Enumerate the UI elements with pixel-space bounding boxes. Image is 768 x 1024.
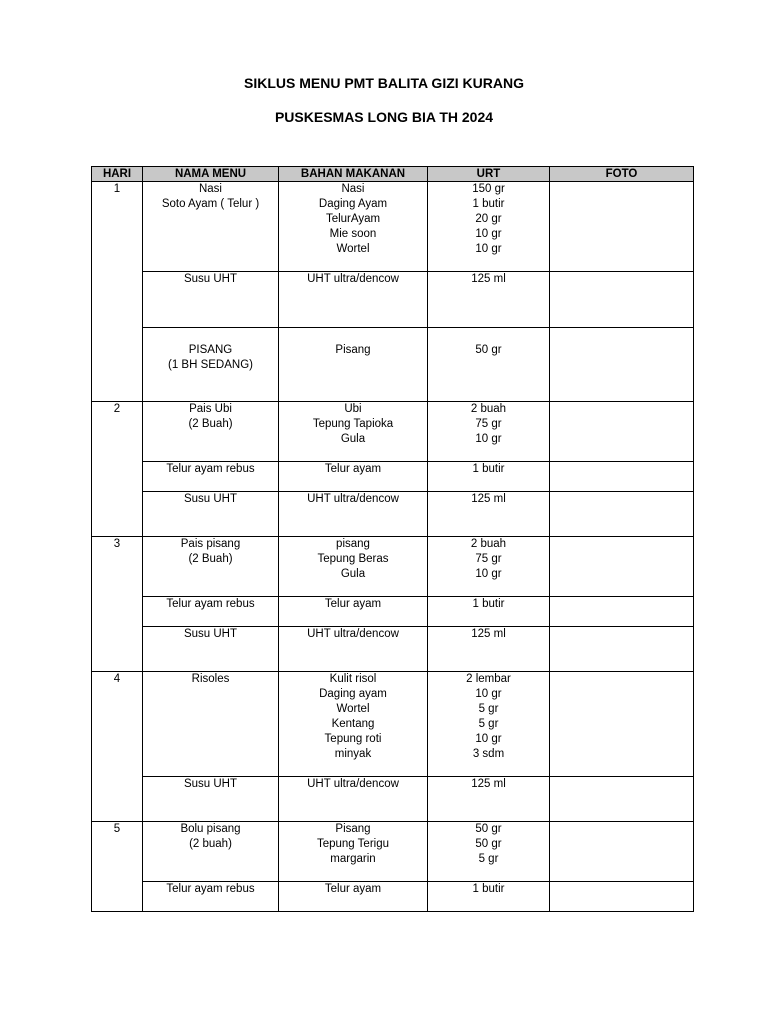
- bahan-line: Tepung Beras: [317, 553, 389, 565]
- header-nama-menu: NAMA MENU: [143, 167, 279, 182]
- urt-line: 10 gr: [475, 688, 502, 700]
- table-row: [92, 597, 694, 627]
- bahan-line: Ubi: [344, 403, 362, 415]
- bahan-cell: [279, 777, 428, 822]
- menu-cell: [143, 882, 279, 912]
- menu-cell: [143, 402, 279, 462]
- header-foto: FOTO: [550, 167, 694, 182]
- hari-cell: 4: [92, 672, 143, 822]
- urt-cell: [428, 537, 550, 597]
- menu-table: [91, 166, 694, 912]
- urt-line: 20 gr: [475, 213, 502, 225]
- urt-cell: [428, 492, 550, 537]
- menu-line: Bolu pisang: [180, 823, 241, 835]
- bahan-line: margarin: [330, 853, 376, 865]
- urt-cell: [428, 328, 550, 402]
- foto-cell: [550, 402, 694, 462]
- table-row: [92, 777, 694, 822]
- bahan-line: Kulit risol: [329, 673, 377, 685]
- urt-cell: [428, 462, 550, 492]
- header-urt: URT: [428, 167, 550, 182]
- menu-line: Telur ayam rebus: [166, 598, 255, 610]
- menu-line: (2 Buah): [188, 418, 233, 430]
- foto-cell: [550, 627, 694, 672]
- menu-line: Risoles: [191, 673, 230, 685]
- bahan-line: Nasi: [341, 183, 365, 195]
- bahan-line: Wortel: [336, 243, 370, 255]
- urt-cell: [428, 402, 550, 462]
- bahan-cell: [279, 672, 428, 777]
- bahan-cell: [279, 597, 428, 627]
- urt-cell: [428, 882, 550, 912]
- urt-cell: [428, 777, 550, 822]
- bahan-line: TelurAyam: [325, 213, 381, 225]
- urt-line: 1 butir: [472, 198, 505, 210]
- foto-cell: [550, 777, 694, 822]
- menu-cell: [143, 672, 279, 777]
- bahan-cell: [279, 537, 428, 597]
- bahan-line: minyak: [334, 748, 372, 760]
- urt-line: 50 gr: [475, 838, 502, 850]
- urt-line: 10 gr: [475, 243, 502, 255]
- menu-line: Nasi: [198, 183, 222, 195]
- menu-line: Susu UHT: [183, 493, 238, 505]
- bahan-line: UHT ultra/dencow: [307, 778, 399, 790]
- urt-cell: [428, 272, 550, 328]
- menu-cell: [143, 462, 279, 492]
- menu-line: Telur ayam rebus: [166, 883, 255, 895]
- table-row: [92, 462, 694, 492]
- table-row: [92, 882, 694, 912]
- table-header-row: [92, 167, 694, 182]
- table-row: [92, 537, 694, 597]
- menu-cell: [143, 822, 279, 882]
- hari-cell: 5: [92, 822, 143, 912]
- bahan-line: Mie soon: [329, 228, 377, 240]
- menu-line: Soto Ayam ( Telur ): [161, 198, 260, 210]
- urt-line: 150 gr: [472, 183, 505, 195]
- table-row: [92, 272, 694, 328]
- bahan-line: Gula: [340, 433, 366, 445]
- hari-cell: 2: [92, 402, 143, 537]
- bahan-cell: [279, 182, 428, 272]
- urt-cell: [428, 627, 550, 672]
- table-row: [92, 182, 694, 272]
- bahan-line: pisang: [336, 538, 370, 550]
- bahan-cell: [279, 272, 428, 328]
- urt-line: 125 ml: [471, 273, 506, 285]
- foto-cell: [550, 882, 694, 912]
- menu-line: Telur ayam rebus: [166, 463, 255, 475]
- urt-line: 1 butir: [472, 883, 505, 895]
- urt-line: 2 buah: [470, 538, 507, 550]
- urt-line: 125 ml: [471, 493, 506, 505]
- bahan-line: Tepung Tapioka: [312, 418, 394, 430]
- foto-cell: [550, 328, 694, 402]
- table-row: [92, 822, 694, 882]
- bahan-cell: [279, 462, 428, 492]
- urt-cell: [428, 597, 550, 627]
- urt-cell: [428, 672, 550, 777]
- urt-line: 125 ml: [471, 628, 506, 640]
- menu-cell: [143, 182, 279, 272]
- urt-line: 2 buah: [470, 403, 507, 415]
- urt-line: 10 gr: [475, 733, 502, 745]
- menu-cell: [143, 597, 279, 627]
- menu-line: PISANG: [188, 344, 233, 356]
- document-title: SIKLUS MENU PMT BALITA GIZI KURANG: [244, 75, 524, 91]
- table-body: [92, 182, 694, 912]
- urt-line: [428, 328, 549, 343]
- menu-line: Susu UHT: [183, 273, 238, 285]
- urt-line: 50 gr: [475, 344, 502, 356]
- foto-cell: [550, 822, 694, 882]
- bahan-cell: [279, 822, 428, 882]
- hari-cell: 3: [92, 537, 143, 672]
- urt-cell: [428, 182, 550, 272]
- table-row: [92, 402, 694, 462]
- header-hari: HARI: [92, 167, 143, 182]
- menu-line: (1 BH SEDANG): [168, 359, 253, 371]
- urt-line: 1 butir: [472, 598, 505, 610]
- bahan-line: Tepung Terigu: [316, 838, 390, 850]
- urt-line: 50 gr: [475, 823, 502, 835]
- menu-line: Pais Ubi: [189, 403, 232, 415]
- bahan-line: UHT ultra/dencow: [307, 628, 399, 640]
- table-row: [92, 627, 694, 672]
- table-row: [92, 672, 694, 777]
- bahan-line: Telur ayam: [324, 598, 382, 610]
- bahan-line: Gula: [340, 568, 366, 580]
- bahan-line: Tepung roti: [324, 733, 382, 745]
- document-subtitle: PUSKESMAS LONG BIA TH 2024: [274, 109, 494, 125]
- bahan-line: Pisang: [335, 344, 371, 356]
- bahan-line: Telur ayam: [324, 463, 382, 475]
- menu-line: [143, 328, 278, 343]
- urt-line: 5 gr: [478, 703, 499, 715]
- bahan-line: Pisang: [335, 823, 371, 835]
- bahan-line: Telur ayam: [324, 883, 382, 895]
- bahan-line: Kentang: [331, 718, 375, 730]
- hari-cell: 1: [92, 182, 143, 402]
- urt-line: 3 sdm: [472, 748, 505, 760]
- urt-cell: [428, 822, 550, 882]
- header-bahan-makanan: BAHAN MAKANAN: [279, 167, 428, 182]
- menu-cell: [143, 537, 279, 597]
- bahan-cell: [279, 627, 428, 672]
- urt-line: 75 gr: [475, 418, 502, 430]
- bahan-line: [279, 328, 427, 343]
- urt-line: 10 gr: [475, 568, 502, 580]
- bahan-line: UHT ultra/dencow: [307, 273, 399, 285]
- bahan-line: Wortel: [336, 703, 370, 715]
- menu-line: (2 Buah): [188, 553, 233, 565]
- foto-cell: [550, 672, 694, 777]
- bahan-line: Daging Ayam: [318, 198, 388, 210]
- urt-line: 5 gr: [478, 718, 499, 730]
- urt-line: 2 lembar: [466, 673, 511, 685]
- urt-line: 125 ml: [471, 778, 506, 790]
- foto-cell: [550, 537, 694, 597]
- bahan-line: UHT ultra/dencow: [307, 493, 399, 505]
- bahan-cell: [279, 328, 428, 402]
- urt-line: 75 gr: [475, 553, 502, 565]
- menu-cell: [143, 777, 279, 822]
- menu-cell: [143, 272, 279, 328]
- bahan-cell: [279, 402, 428, 462]
- urt-line: 10 gr: [475, 433, 502, 445]
- bahan-line: Daging ayam: [319, 688, 387, 700]
- menu-cell: [143, 328, 279, 402]
- menu-line: (2 buah): [189, 838, 232, 850]
- menu-line: Susu UHT: [183, 778, 238, 790]
- foto-cell: [550, 272, 694, 328]
- foto-cell: [550, 182, 694, 272]
- menu-cell: [143, 627, 279, 672]
- menu-line: Susu UHT: [183, 628, 238, 640]
- table-row: [92, 492, 694, 537]
- foto-cell: [550, 597, 694, 627]
- urt-line: 10 gr: [475, 228, 502, 240]
- foto-cell: [550, 492, 694, 537]
- foto-cell: [550, 462, 694, 492]
- urt-line: 1 butir: [472, 463, 505, 475]
- menu-line: Pais pisang: [180, 538, 241, 550]
- bahan-cell: [279, 882, 428, 912]
- bahan-cell: [279, 492, 428, 537]
- table-row: [92, 328, 694, 402]
- menu-cell: [143, 492, 279, 537]
- urt-line: 5 gr: [478, 853, 499, 865]
